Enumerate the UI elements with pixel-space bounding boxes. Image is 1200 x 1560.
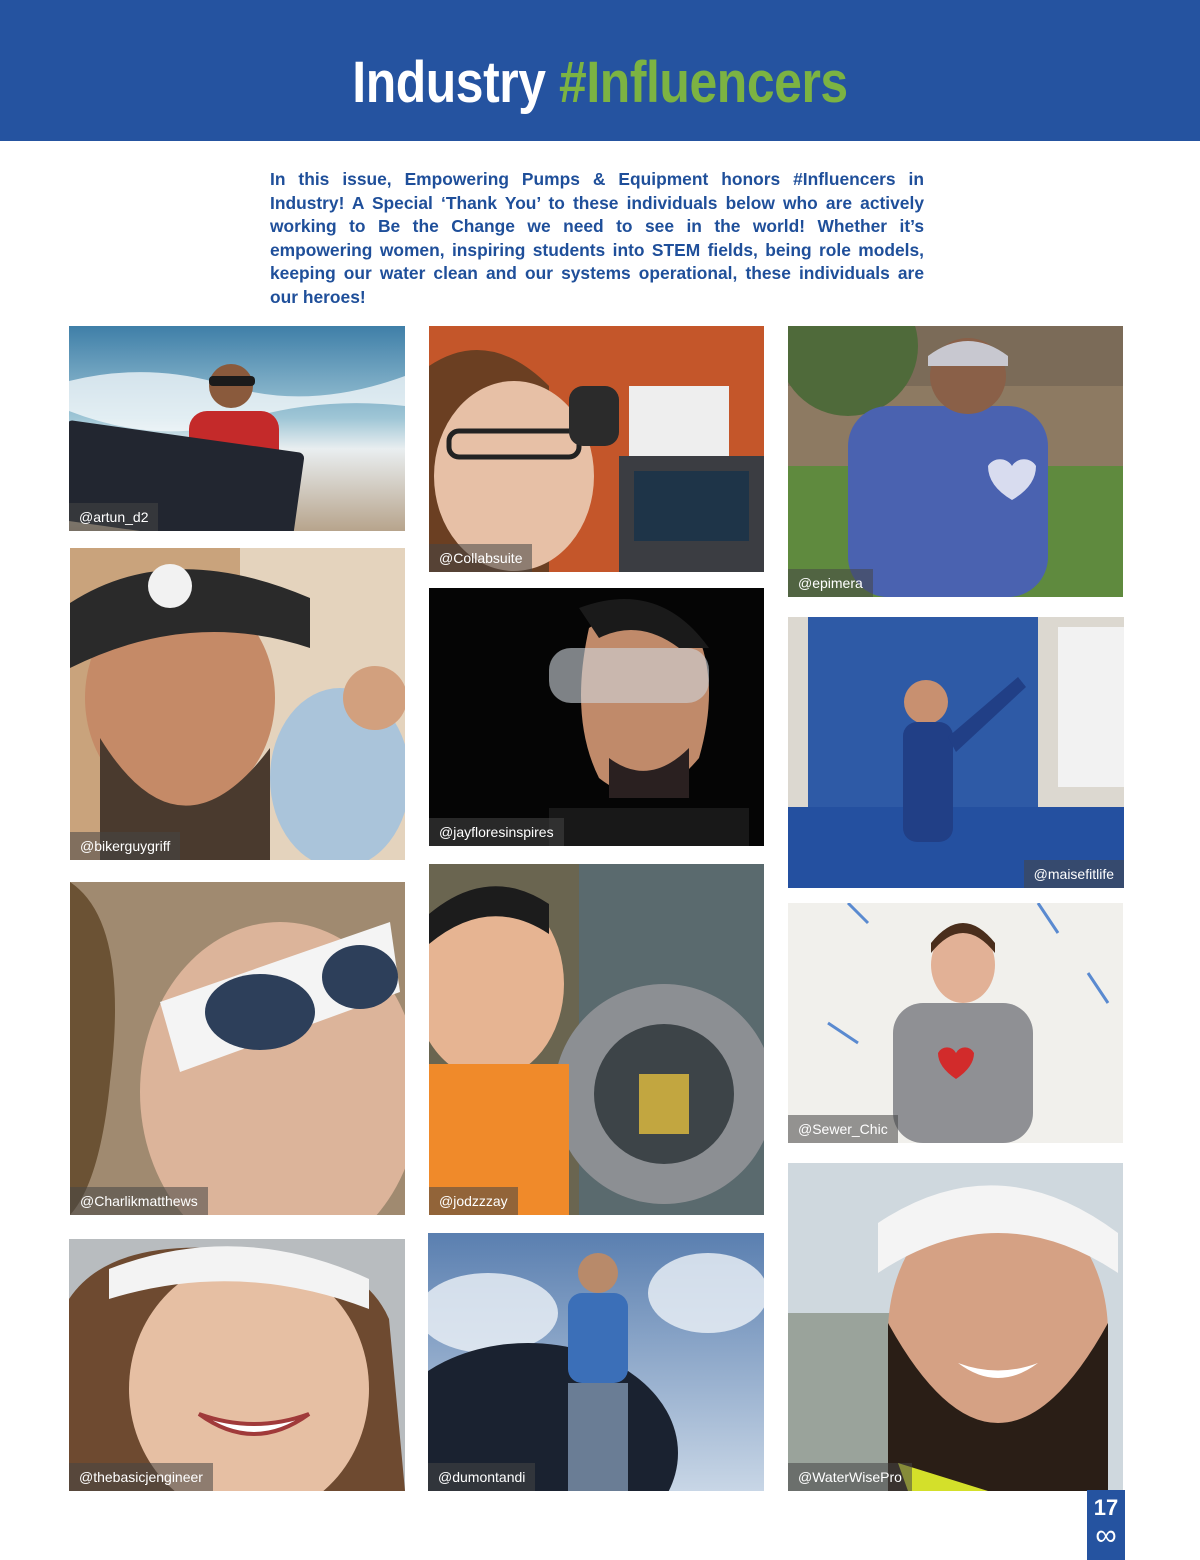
- influencer-photo-collabsuite: [429, 326, 764, 572]
- influencer-handle: @jayfloresinspires: [429, 818, 564, 846]
- page-number-badge: [1087, 1490, 1125, 1560]
- influencer-handle: @thebasicjengineer: [69, 1463, 213, 1491]
- influencer-photo-sewer-chic: [788, 903, 1123, 1143]
- influencer-photo-dumontandi: [428, 1233, 764, 1491]
- intro-paragraph: In this issue, Empowering Pumps & Equipment honors #Influencers in Industry! A Special ‘Thank You’ to these individuals below who are actively working to Be the Change we need to see in the world! Whether it’s empowering women, inspiring students into STEM fields, being role models, keeping our water clean and our systems operational, these individuals are our heroes!: [270, 169, 924, 307]
- influencer-handle: @Sewer_Chic: [788, 1115, 898, 1143]
- influencer-handle: @dumontandi: [428, 1463, 535, 1491]
- page-header: [0, 0, 1200, 141]
- infinity-icon: ∞: [1095, 1519, 1117, 1552]
- influencer-handle: @maisefitlife: [1024, 860, 1124, 888]
- influencer-photo-maisefitlife: [788, 617, 1124, 888]
- influencer-photo-jodzzzay: [429, 864, 764, 1215]
- influencer-photo-bikerguygriff: [70, 548, 405, 860]
- influencer-photo-waterwisepro: [788, 1163, 1123, 1491]
- page-title: [84, 50, 1116, 116]
- title-word-industry: Industry: [352, 50, 546, 115]
- influencer-photo-artun: [69, 326, 405, 531]
- influencer-photo-jayfloresinspires: [429, 588, 764, 846]
- influencer-handle: @bikerguygriff: [70, 832, 180, 860]
- influencer-photo-epimera: [788, 326, 1123, 597]
- page-number: 17: [1093, 1495, 1119, 1520]
- influencer-handle: @epimera: [788, 569, 873, 597]
- title-hashtag-influencers: #Influencers: [559, 50, 848, 115]
- influencer-photo-charlikmatthews: [70, 882, 405, 1215]
- influencer-handle: @Charlikmatthews: [70, 1187, 208, 1215]
- influencer-photo-thebasicjengineer: [69, 1239, 405, 1491]
- influencer-handle: @WaterWisePro: [788, 1463, 912, 1491]
- influencer-handle: @artun_d2: [69, 503, 158, 531]
- influencer-handle: @Collabsuite: [429, 544, 532, 572]
- influencer-handle: @jodzzzay: [429, 1187, 518, 1215]
